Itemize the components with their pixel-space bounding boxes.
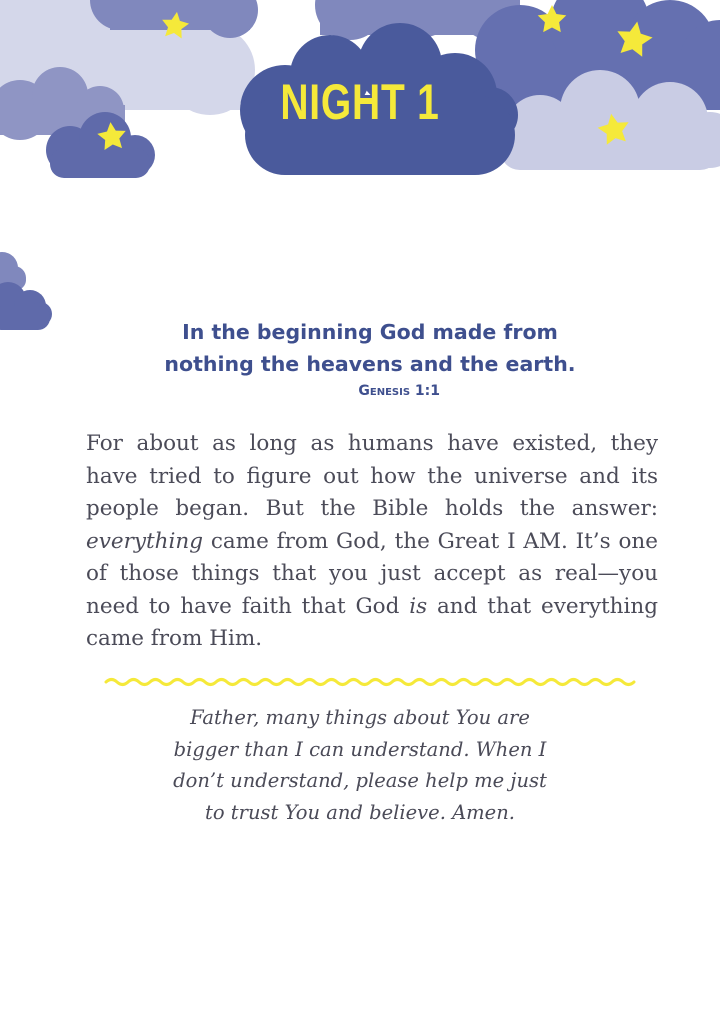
paragraph-text-2: came from God, the Great I AM. It’s one of those things that you just accept as real—you need to have faith that God (86, 528, 658, 619)
verse-reference: Genesis 1:1 (358, 383, 440, 399)
closing-prayer (130, 702, 590, 828)
devotional-paragraph (86, 428, 658, 656)
cloud-icon (0, 282, 52, 330)
paragraph-emphasis-1: everything (86, 528, 203, 554)
prayer-line-2: bigger than I can understand. When I (173, 737, 547, 761)
verse-line-1: In the beginning God made from (182, 320, 558, 344)
paragraph-text-3: and that everything came from Him. (86, 593, 658, 651)
prayer-line-3: don’t understand, please help me just (173, 769, 547, 792)
night-title: NIGHT 1 (280, 74, 440, 130)
paragraph-emphasis-2: is (409, 593, 428, 619)
wavy-divider-icon (104, 674, 636, 690)
verse-line-2: nothing the heavens and the earth. (164, 352, 576, 376)
side-cloud-decoration (0, 248, 60, 348)
prayer-line-1: Father, many things about You are (190, 706, 530, 729)
scripture-verse (100, 316, 640, 380)
paragraph-text-1: For about as long as humans have existed, they have tried to figure out how the universe and its people began. But the Bible holds the answer: (86, 431, 658, 521)
prayer-line-4: to trust You and believe. Amen. (205, 800, 515, 824)
